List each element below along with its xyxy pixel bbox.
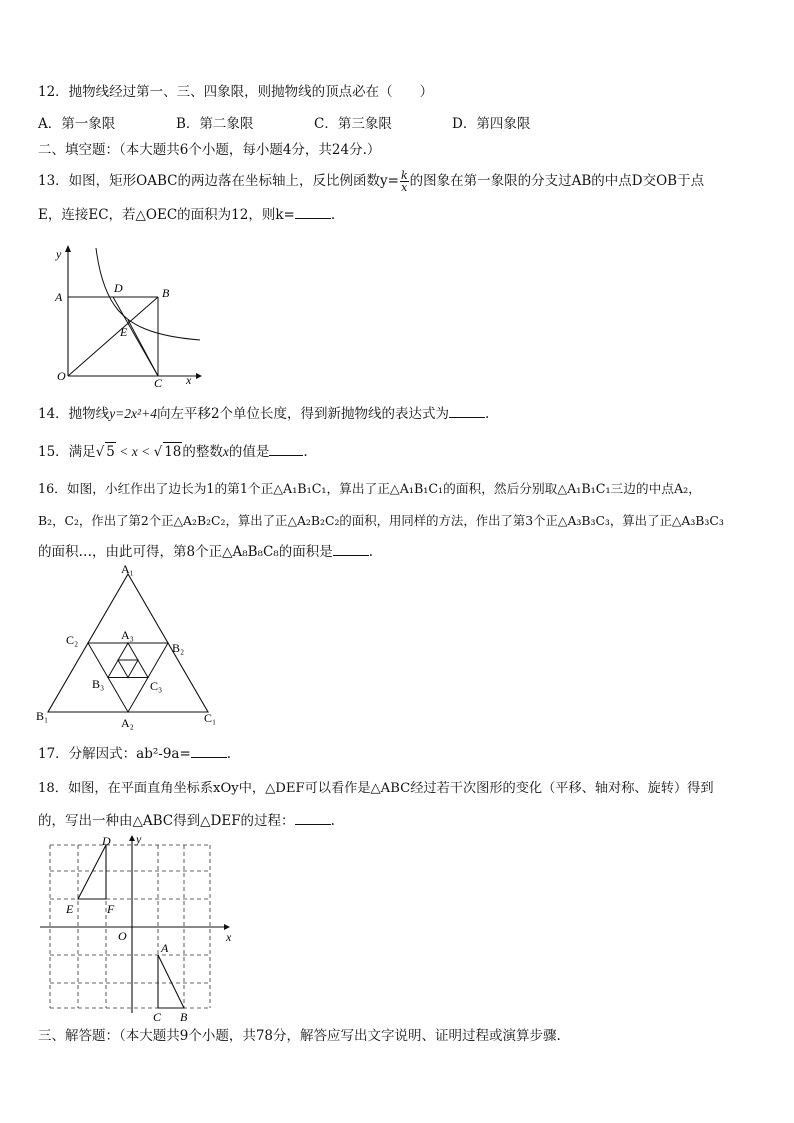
q13-label-x: x	[186, 373, 192, 387]
q15-b: 的整数	[182, 444, 223, 460]
q16-label-c1: C₁	[204, 711, 217, 725]
q14-expr: y=2x²+4	[109, 406, 157, 421]
q17-text: 17．分解因式：ab²-9a=	[38, 746, 191, 762]
q18-label-o: O	[118, 929, 127, 943]
q18-label-y: y	[136, 833, 142, 846]
q16-label-a2: A₂	[121, 716, 134, 730]
q13-frac-den: x	[401, 181, 408, 194]
q13-line2-text: E，连接EC，若△OEC的面积为12，则k=	[38, 207, 295, 223]
q13-line1	[38, 170, 704, 193]
q16-label-b1: B₁	[36, 709, 49, 723]
q13-label-c: C	[154, 376, 163, 390]
q18-label-f: F	[107, 902, 115, 916]
q18-label-d: D	[102, 834, 111, 848]
q13-label-b: B	[162, 286, 170, 300]
q13-line2	[38, 206, 335, 224]
q18-answer-blank[interactable]	[295, 812, 331, 825]
section2-heading: 二、填空题：（本大题共6个小题，每小题4分，共24分.）	[38, 142, 381, 158]
q14-line	[38, 405, 489, 423]
q18-figure	[30, 833, 245, 1023]
q16-label-a3: A₃	[121, 628, 134, 642]
q18-triangle-abc	[158, 955, 184, 1008]
q15-sqrt-sign-2: √	[153, 444, 163, 460]
q15-radicand-2: 18	[164, 444, 182, 460]
q13-label-y: y	[56, 247, 62, 261]
q14-answer-blank[interactable]	[449, 405, 485, 418]
q18-label-b: B	[180, 1010, 188, 1023]
q15-line	[38, 442, 308, 461]
q16-line3-end: .	[368, 544, 374, 560]
q13-y-arrow	[65, 245, 71, 252]
q18-line2	[38, 812, 335, 830]
q16-figure	[30, 562, 230, 734]
q17-line	[38, 745, 231, 763]
q12-option-d: D．第四象限	[452, 116, 531, 132]
q16-line2: B₂，C₂，作出了第2个正△A₂B₂C₂，算出了正△A₂B₂C₂的面积，用同样的方法，作出了第3个正△A₃B₃C₃，算出了正△A₃B₃C₃	[38, 513, 724, 528]
q16-answer-blank[interactable]	[333, 543, 369, 556]
q16-label-a1: A₁	[121, 562, 134, 576]
q16-triangle-4	[118, 660, 138, 678]
q16-line3	[38, 543, 373, 561]
q13-label-d: D	[114, 281, 123, 295]
q14-a: 14．抛物线	[38, 406, 110, 422]
q15-inequality: < x <	[115, 444, 154, 459]
q13-figure	[30, 240, 210, 390]
q17-answer-blank[interactable]	[191, 745, 227, 758]
q15-answer-blank[interactable]	[269, 443, 303, 456]
q18-label-a: A	[161, 941, 169, 955]
q15-end: .	[303, 444, 308, 460]
q15-a: 15．满足	[38, 444, 96, 460]
q17-end: .	[226, 746, 232, 762]
q13-line1-b: 的图象在第一象限的分支过AB的中点D交OB于点	[409, 173, 705, 189]
q16-label-b3: B₃	[92, 677, 105, 691]
q16-line3-text: 的面积…，由此可得，第8个正△A₈B₈C₈的面积是	[38, 544, 333, 560]
q12-option-b: B．第二象限	[176, 116, 254, 132]
q13-line1-a: 13．如图，矩形OABC的两边落在坐标轴上，反比例函数y=	[38, 173, 399, 189]
q14-b: 向左平移2个单位长度，得到新抛物线的表达式为	[156, 406, 450, 422]
q15-c: 的值是	[228, 444, 270, 460]
q16-label-c3: C₃	[150, 679, 163, 693]
q13-label-e: E	[120, 325, 128, 339]
q13-label-o: O	[57, 369, 66, 383]
q18-line2-end: .	[330, 813, 335, 829]
q12-option-a: A．第一象限	[38, 116, 116, 132]
q13-label-a: A	[55, 290, 63, 304]
q15-radicand-1: 5	[106, 444, 115, 460]
q12-option-c: C．第三象限	[314, 116, 392, 132]
q16-label-c2: C₂	[66, 633, 79, 647]
q18-label-e: E	[66, 902, 74, 916]
q18-label-x: x	[226, 930, 232, 944]
q13-frac-num: k	[400, 169, 408, 182]
q18-triangle-def	[78, 845, 106, 899]
q18-line1: 18．如图，在平面直角坐标系xOy中，△DEF可以看作是△ABC经过若干次图形的变化（平移、轴对称、旋转）得到	[38, 781, 714, 796]
q13-segment-ob	[68, 297, 158, 376]
q14-end: .	[485, 406, 490, 422]
q18-line2-text: 的，写出一种由△ABC得到△DEF的过程：	[38, 813, 295, 829]
q13-answer-blank[interactable]	[295, 206, 331, 219]
q12-stem: 12．抛物线经过第一、三、四象限，则抛物线的顶点必在（ ）	[38, 84, 434, 100]
q16-label-b2: B₂	[172, 641, 185, 655]
q13-hyperbola	[96, 248, 200, 340]
q15-sqrt-sign-1: √	[95, 444, 105, 460]
section3-heading: 三、解答题：（本大题共9个小题，共78分，解答应写出文字说明、证明过程或演算步骤.	[38, 1028, 561, 1044]
q13-line2-end: .	[330, 207, 336, 223]
q13-x-arrow	[196, 373, 202, 379]
q15-var: x	[222, 444, 229, 459]
q16-line1: 16．如图，小红作出了边长为1的第1个正△A₁B₁C₁，算出了正△A₁B₁C₁的面积，然后分别取△A₁B₁C₁三边的中点A₂，	[38, 481, 701, 496]
q18-label-c: C	[153, 1010, 162, 1023]
q18-y-arrow	[129, 835, 135, 841]
q13-fraction	[400, 170, 409, 193]
